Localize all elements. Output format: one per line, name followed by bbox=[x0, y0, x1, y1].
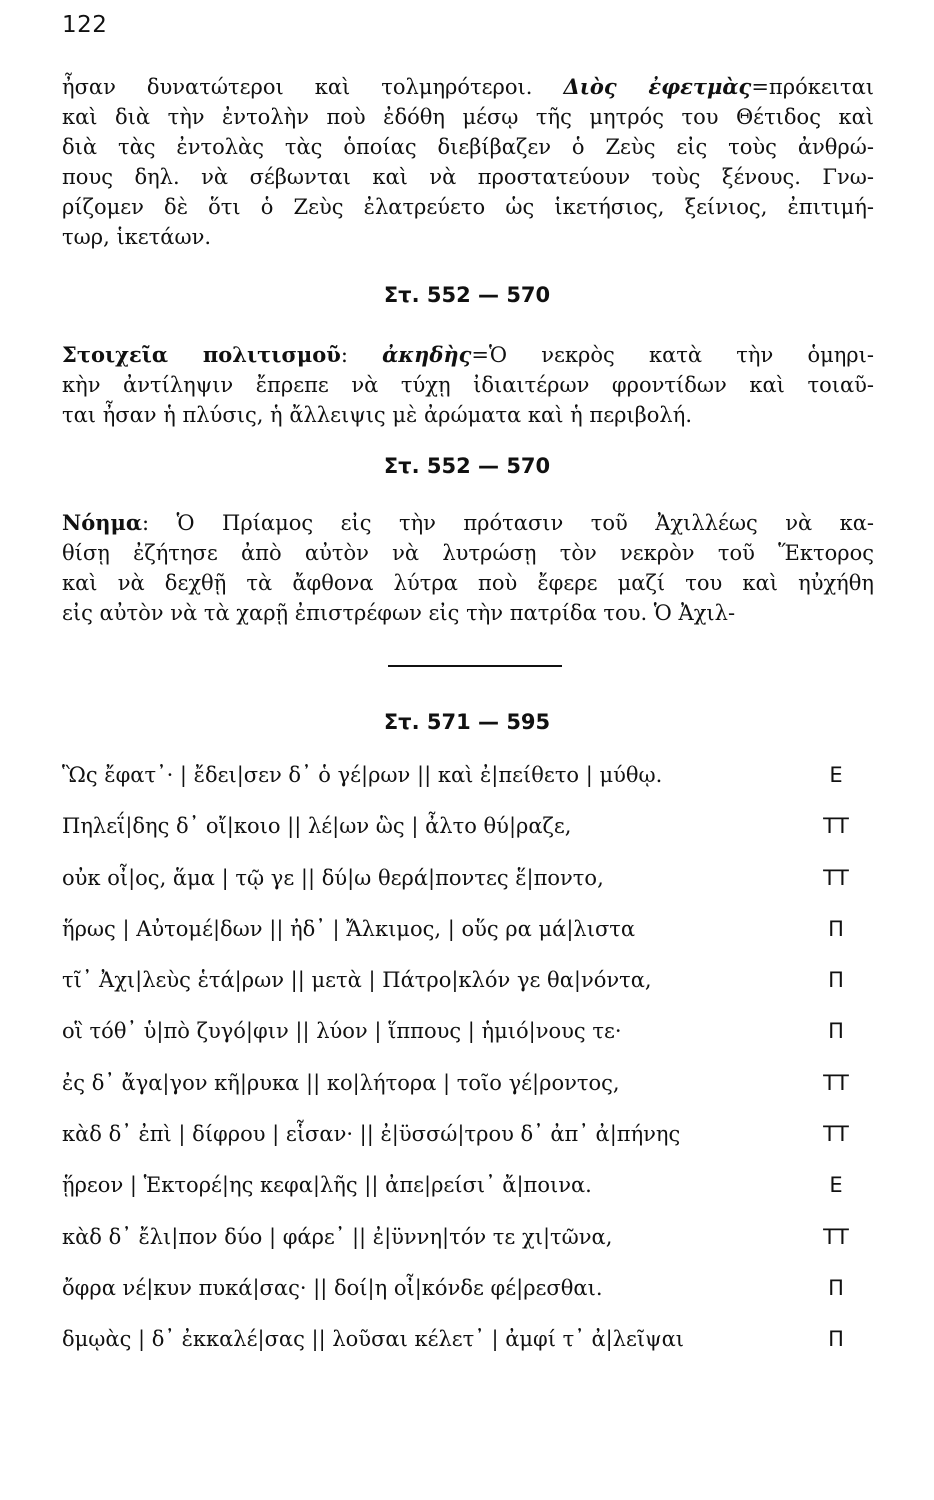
verse-line bbox=[62, 863, 874, 914]
meter-label: Π bbox=[828, 916, 844, 941]
verse-text: τῖ᾽ Ἀχι|λεὺς ἑτά|ρων || μετὰ | Πάτρο|κλόν γε θα|νόντα, bbox=[62, 968, 652, 993]
meter-label: ΤΤ bbox=[823, 1122, 849, 1147]
lead-term: Νόημα bbox=[62, 510, 143, 535]
text-run: : Ὁ Πρίαμος εἰς τὴν πρότασιν τοῦ Ἀχιλλέως νὰ κα- bbox=[142, 511, 874, 535]
text-run: θίσῃ ἐζήτησε ἀπὸ αὐτὸν νὰ λυτρώσῃ τὸν νεκρὸν τοῦ Ἕκτορος bbox=[62, 541, 874, 565]
meter-label: Π bbox=[828, 1327, 844, 1352]
text-line bbox=[62, 598, 874, 628]
text-run: ρίζομεν δὲ ὅτι ὁ Ζεὺς ἐλατρεύετο ὡς ἱκετήσιος, ξείνιος, ἐπιτιμή- bbox=[62, 195, 874, 219]
verse-text: ἐς δ᾽ ἄγα|γον κῆ|ρυκα || κο|λήτορα | τοῖο γέ|ροντος, bbox=[62, 1070, 620, 1095]
text-run: ἦσαν δυνατώτεροι καὶ τολμηρότεροι. bbox=[62, 75, 564, 99]
meter-label: Π bbox=[828, 1019, 844, 1044]
meter-label: ΤΤ bbox=[823, 814, 849, 839]
civilization-elements-paragraph bbox=[62, 340, 874, 430]
verse-line bbox=[62, 1222, 874, 1273]
text-line bbox=[62, 508, 874, 538]
text-run: κὴν ἀντίληψιν ἔπρεπε νὰ τύχῃ ἰδιαιτέρων φροντίδων καὶ τοιαῦ- bbox=[62, 373, 874, 397]
text-run: εἰς αὐτὸν νὰ τὰ χαρῇ ἐπιστρέφων εἰς τὴν πατρίδα του. Ὁ Ἀχιλ- bbox=[62, 601, 736, 625]
text-line bbox=[62, 222, 874, 252]
section-heading-552-570: Στ. 552 — 570 bbox=[383, 283, 551, 307]
text-run: πους δηλ. νὰ σέβωνται καὶ νὰ προστατεύουν τοὺς ξένους. Γνω- bbox=[62, 165, 874, 189]
verse-text: οὐκ οἶ|ος, ἅμα | τῷ γε || δύ|ω θερά|ποντες ἕ|ποντο, bbox=[62, 865, 604, 890]
text-run: ται ἦσαν ἡ πλύσις, ἡ ἄλλειψις μὲ ἀρώματα καὶ ἡ περιβολή. bbox=[62, 403, 692, 427]
emphasized-term: Διὸς ἐφετμὰς bbox=[563, 74, 752, 99]
section-divider bbox=[388, 665, 562, 667]
verse-line bbox=[62, 1068, 874, 1119]
verse-line bbox=[62, 1170, 874, 1221]
text-run: καὶ νὰ δεχθῇ τὰ ἄφθονα λύτρα ποὺ ἔφερε μαζί του καὶ ηὐχήθη bbox=[62, 571, 874, 595]
verse-line bbox=[62, 914, 874, 965]
section-heading-571-595: Στ. 571 — 595 bbox=[383, 710, 551, 734]
text-run: =Ὁ νεκρὸς κατὰ τὴν ὁμηρι- bbox=[471, 343, 874, 367]
meter-label: ΤΤ bbox=[823, 1224, 849, 1249]
text-line bbox=[62, 568, 874, 598]
lead-term: Στοιχεῖα πολιτισμοῦ bbox=[62, 342, 341, 367]
text-line bbox=[62, 132, 874, 162]
text-line bbox=[62, 72, 874, 102]
text-line bbox=[62, 340, 874, 370]
verse-line bbox=[62, 811, 874, 862]
text-line bbox=[62, 538, 874, 568]
meaning-paragraph bbox=[62, 508, 874, 628]
text-line bbox=[62, 370, 874, 400]
verse-text: κὰδ δ᾽ ἐπὶ | δίφρου | εἷσαν· || ἐ|ϋσσώ|τρου δ᾽ ἀπ᾽ ἀ|πήνης bbox=[62, 1122, 681, 1147]
verse-text: ἥρως | Αὐτομέ|δων || ἠδ᾽ | Ἄλκιμος, | οὕς ρα μά|λιστα bbox=[62, 916, 636, 941]
verse-text: Πηλεΐ|δης δ᾽ οἴ|κοιο || λέ|ων ὣς | ἆλτο θύ|ραζε, bbox=[62, 814, 572, 839]
verse-text: ᾕρεον | Ἑκτορέ|ης κεφα|λῆς || ἀπε|ρείσι᾽ ἄ|ποινα. bbox=[62, 1173, 592, 1198]
meter-label: Π bbox=[828, 1275, 844, 1300]
text-run: : bbox=[340, 343, 383, 367]
verse-line bbox=[62, 1016, 874, 1067]
verse-line bbox=[62, 1324, 874, 1375]
meter-label: Π bbox=[828, 968, 844, 993]
meter-label: ΤΤ bbox=[823, 1070, 849, 1095]
text-line bbox=[62, 192, 874, 222]
verse-text: κὰδ δ᾽ ἔλι|πον δύο | φάρε᾽ || ἐ|ϋννη|τόν τε χι|τῶνα, bbox=[62, 1224, 613, 1249]
page-number: 122 bbox=[62, 12, 108, 38]
verse-text: Ὣς ἔφατ᾽· | ἔδει|σεν δ᾽ ὁ γέ|ρων || καὶ ἐ|πείθετο | μύθῳ. bbox=[62, 763, 663, 787]
verse-line bbox=[62, 965, 874, 1016]
text-line bbox=[62, 400, 874, 430]
text-run: καὶ διὰ τὴν ἐντολὴν ποὺ ἐδόθη μέσῳ τῆς μητρός του Θέτιδος καὶ bbox=[62, 105, 874, 129]
verse-text: ὄφρα νέ|κυν πυκά|σας· || δοί|η οἶ|κόνδε φέ|ρεσθαι. bbox=[62, 1275, 603, 1300]
verse-list bbox=[62, 760, 874, 1376]
verse-line bbox=[62, 1273, 874, 1324]
verse-line bbox=[62, 760, 874, 811]
meter-label: Ε bbox=[829, 1173, 843, 1198]
text-run: διὰ τὰς ἐντολὰς τὰς ὁποίας διεβίβαζεν ὁ Ζεὺς εἰς τοὺς ἀνθρώ- bbox=[62, 135, 874, 159]
intro-paragraph bbox=[62, 72, 874, 252]
text-run: =πρόκειται bbox=[751, 75, 874, 99]
text-line bbox=[62, 162, 874, 192]
verse-line bbox=[62, 1119, 874, 1170]
meter-label: ΤΤ bbox=[823, 865, 849, 890]
emphasized-term: ἀκηδὴς bbox=[382, 342, 472, 367]
text-run: τωρ, ἱκετάων. bbox=[62, 225, 212, 249]
text-line bbox=[62, 102, 874, 132]
meter-label: Ε bbox=[829, 763, 843, 787]
verse-text: οἳ τόθ᾽ ὑ|πὸ ζυγό|φιν || λύον | ἵππους | ἡμιό|νους τε· bbox=[62, 1019, 622, 1044]
verse-text: δμῳὰς | δ᾽ ἐκκαλέ|σας || λοῦσαι κέλετ᾽ | ἀμφί τ᾽ ἀ|λεῖψαι bbox=[62, 1327, 685, 1352]
section-heading-552-570-second: Στ. 552 — 570 bbox=[383, 454, 551, 478]
